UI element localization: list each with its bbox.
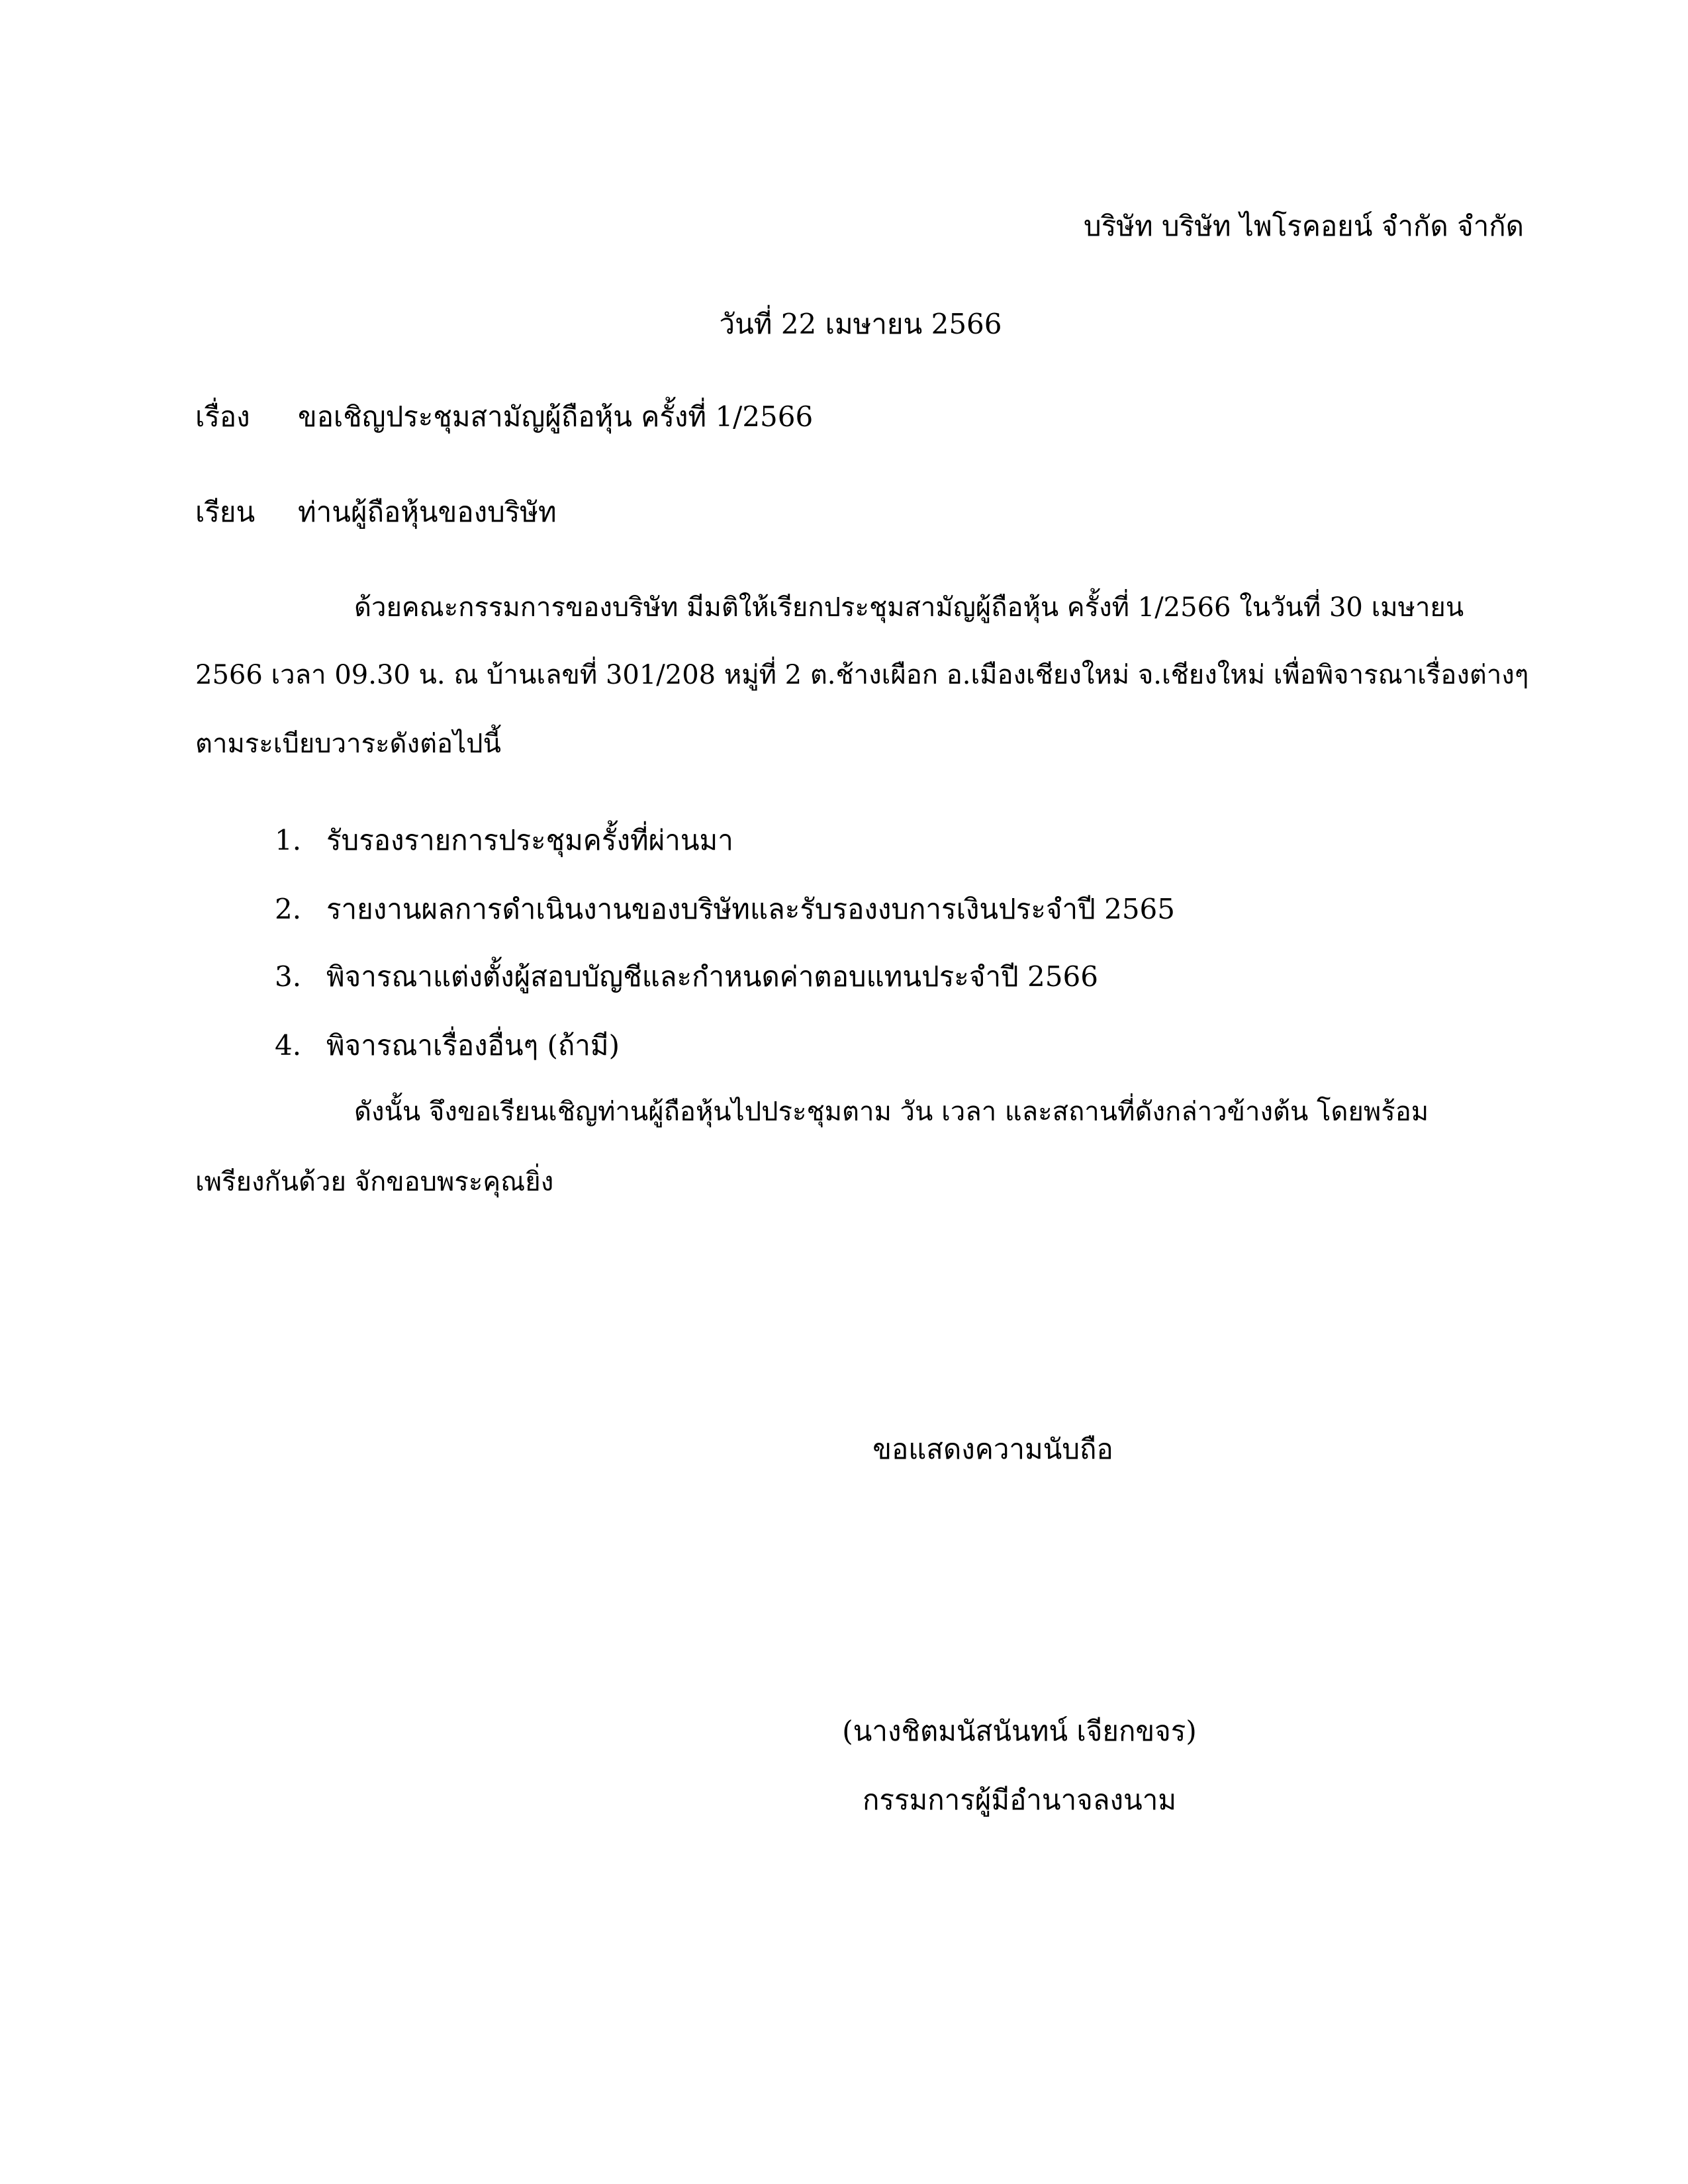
signatory-title: กรรมการผู้มีอำนาจลงนาม bbox=[862, 1784, 1177, 1816]
subject-line bbox=[195, 397, 813, 437]
agenda-text: รายงานผลการดำเนินงานของบริษัทและรับรองงบการเงินประจำปี 2565 bbox=[326, 893, 1176, 925]
agenda-text: พิจารณาเรื่องอื่นๆ (ถ้ามี) bbox=[326, 1029, 620, 1062]
closing: ขอแสดงความนับถือ bbox=[872, 1433, 1113, 1465]
agenda-text: พิจารณาแต่งตั้งผู้สอบบัญชีและกำหนดค่าตอบแทนประจำปี 2566 bbox=[326, 960, 1098, 993]
agenda-item bbox=[275, 957, 1098, 997]
signatory-name: (นางชิตมนัสนันทน์ เจียกขจร) bbox=[842, 1715, 1197, 1747]
agenda-item bbox=[275, 889, 1175, 929]
body-para2-line1: ดังนั้น จึงขอเรียนเชิญท่านผู้ถือหุ้นไปประชุมตาม วัน เวลา และสถานที่ดังกล่าวข้างต้น โดยพร้อม bbox=[354, 1097, 1429, 1127]
agenda-text: รับรองรายการประชุมครั้งที่ผ่านมา bbox=[326, 824, 733, 856]
recipient-label: เรียน bbox=[195, 496, 256, 528]
subject-label: เรื่อง bbox=[195, 400, 250, 433]
body-para1-line3: ตามระเบียบวาระดังต่อไปนี้ bbox=[195, 729, 501, 759]
subject-text: ขอเชิญประชุมสามัญผู้ถือหุ้น ครั้งที่ 1/2566 bbox=[298, 400, 814, 433]
agenda-number: 2. bbox=[275, 893, 302, 925]
recipient-line bbox=[195, 492, 557, 532]
recipient-text: ท่านผู้ถือหุ้นของบริษัท bbox=[298, 496, 557, 528]
agenda-number: 4. bbox=[275, 1029, 302, 1062]
agenda-number: 1. bbox=[275, 824, 302, 856]
body-para1-line1: ด้วยคณะกรรมการของบริษัท มีมติให้เรียกประชุมสามัญผู้ถือหุ้น ครั้งที่ 1/2566 ในวันที่ 30 เมษายน bbox=[354, 592, 1464, 623]
agenda-number: 3. bbox=[275, 960, 302, 993]
date-line: วันที่ 22 เมษายน 2566 bbox=[719, 308, 1002, 340]
company-line: บริษัท บริษัท ไพโรคอยน์ จำกัด จำกัด bbox=[1084, 210, 1524, 242]
body-para2-line2: เพรียงกันด้วย จักขอบพระคุณยิ่ง bbox=[195, 1167, 554, 1197]
body-para1-line2: 2566 เวลา 09.30 น. ณ บ้านเลขที่ 301/208 หมู่ที่ 2 ต.ช้างเผือก อ.เมืองเชียงใหม่ จ.เชียงใหม่ เพื่อพิจารณาเรื่องต่างๆ bbox=[195, 660, 1529, 690]
agenda-item bbox=[275, 1026, 620, 1066]
agenda-item bbox=[275, 821, 733, 860]
